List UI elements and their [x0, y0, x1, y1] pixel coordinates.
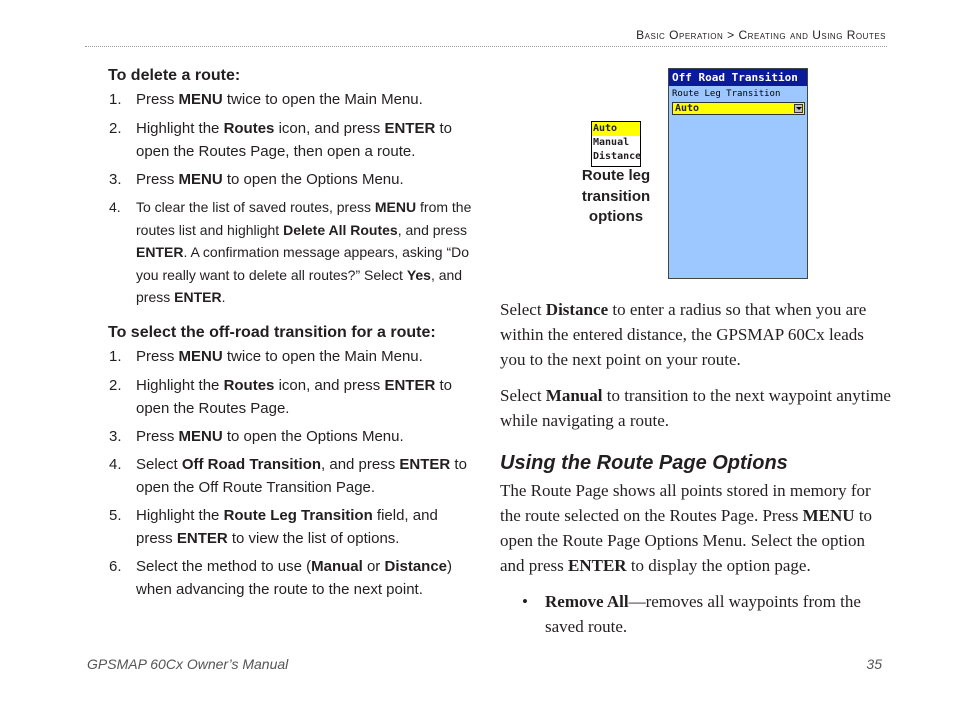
offroad-step-5	[109, 505, 479, 551]
step-text: Highlight the Routes icon, and press ENTER to open the Routes Page, then open a route.	[136, 120, 452, 160]
manual-paragraph: Select Manual to transition to the next waypoint anytime while navigating a route.	[500, 386, 891, 430]
option-auto: Auto	[592, 122, 640, 136]
screen-title: Off Road Transition	[669, 69, 807, 86]
step-number: 3.	[109, 428, 122, 445]
delete-step-2	[109, 118, 479, 164]
route-page-paragraph: The Route Page shows all points stored in memory for the route selected on the Routes Page. Press MENU to open the Route Page Options Menu. Select the option and press ENTER to display the option page.	[500, 481, 873, 575]
step-number: 6.	[109, 558, 122, 575]
field-value: Auto	[675, 103, 700, 114]
transition-options-list	[591, 121, 641, 167]
offroad-step-3	[109, 426, 479, 449]
step-number: 1.	[109, 91, 122, 108]
header-divider	[85, 46, 887, 47]
option-manual: Manual	[593, 137, 630, 148]
route-leg-transition-field	[672, 102, 805, 115]
step-number: 4.	[109, 199, 121, 215]
step-text: Select Off Road Transition, and press ENTER to open the Off Route Transition Page.	[136, 456, 467, 496]
running-header	[636, 28, 886, 42]
step-text: To clear the list of saved routes, press MENU from the routes list and highlight Delete All Routes, and press ENTER. A confirmation message appears, asking “Do you really want to delete all routes?” Select Yes, and press ENTER.	[136, 199, 472, 305]
dropdown-arrow-icon	[794, 104, 803, 113]
offroad-step-1	[109, 346, 479, 369]
figure-caption: Route leg transition options	[581, 167, 651, 225]
step-text: Highlight the Routes icon, and press ENTER to open the Routes Page.	[136, 377, 452, 417]
step-text: Press MENU twice to open the Main Menu.	[136, 348, 423, 365]
breadcrumb-section: Basic Operation	[636, 28, 724, 42]
offroad-step-2	[109, 375, 479, 421]
breadcrumb-separator: >	[727, 28, 735, 42]
delete-route-heading: To delete a route:	[108, 67, 241, 84]
delete-step-1	[109, 89, 479, 112]
step-number: 5.	[109, 507, 122, 524]
offroad-heading: To select the off-road transition for a route:	[108, 324, 436, 341]
device-screen	[668, 68, 808, 279]
page-number: 35	[866, 656, 882, 672]
step-number: 1.	[109, 348, 122, 365]
step-text: Select the method to use (Manual or Distance) when advancing the route to the next point.	[136, 558, 453, 598]
distance-paragraph: Select Distance to enter a radius so that when you are within the entered distance, the GPSMAP 60Cx leads you to the next point on your route.	[500, 300, 867, 369]
step-text: Press MENU to open the Options Menu.	[136, 428, 404, 445]
delete-step-4	[109, 196, 479, 311]
step-number: 2.	[109, 377, 122, 394]
step-text: Highlight the Route Leg Transition field, and press ENTER to view the list of options.	[136, 507, 438, 547]
step-number: 3.	[109, 171, 122, 188]
offroad-step-4	[109, 454, 479, 500]
bullet-icon: •	[522, 592, 528, 611]
breadcrumb-page: Creating and Using Routes	[738, 28, 886, 42]
step-text: Press MENU to open the Options Menu.	[136, 171, 404, 188]
offroad-step-6	[109, 556, 479, 625]
footer-manual-title: GPSMAP 60Cx Owner’s Manual	[87, 656, 289, 672]
step-text: Press MENU twice to open the Main Menu.	[136, 91, 423, 108]
delete-step-3	[109, 169, 479, 192]
option-distance: Distance	[593, 151, 642, 162]
remove-all-bullet: Remove All—removes all waypoints from the saved route.	[545, 592, 861, 636]
step-number: 4.	[109, 456, 122, 473]
section-heading: Using the Route Page Options	[500, 452, 788, 474]
route-leg-transition-label: Route Leg Transition	[672, 89, 781, 99]
step-number: 2.	[109, 120, 122, 137]
